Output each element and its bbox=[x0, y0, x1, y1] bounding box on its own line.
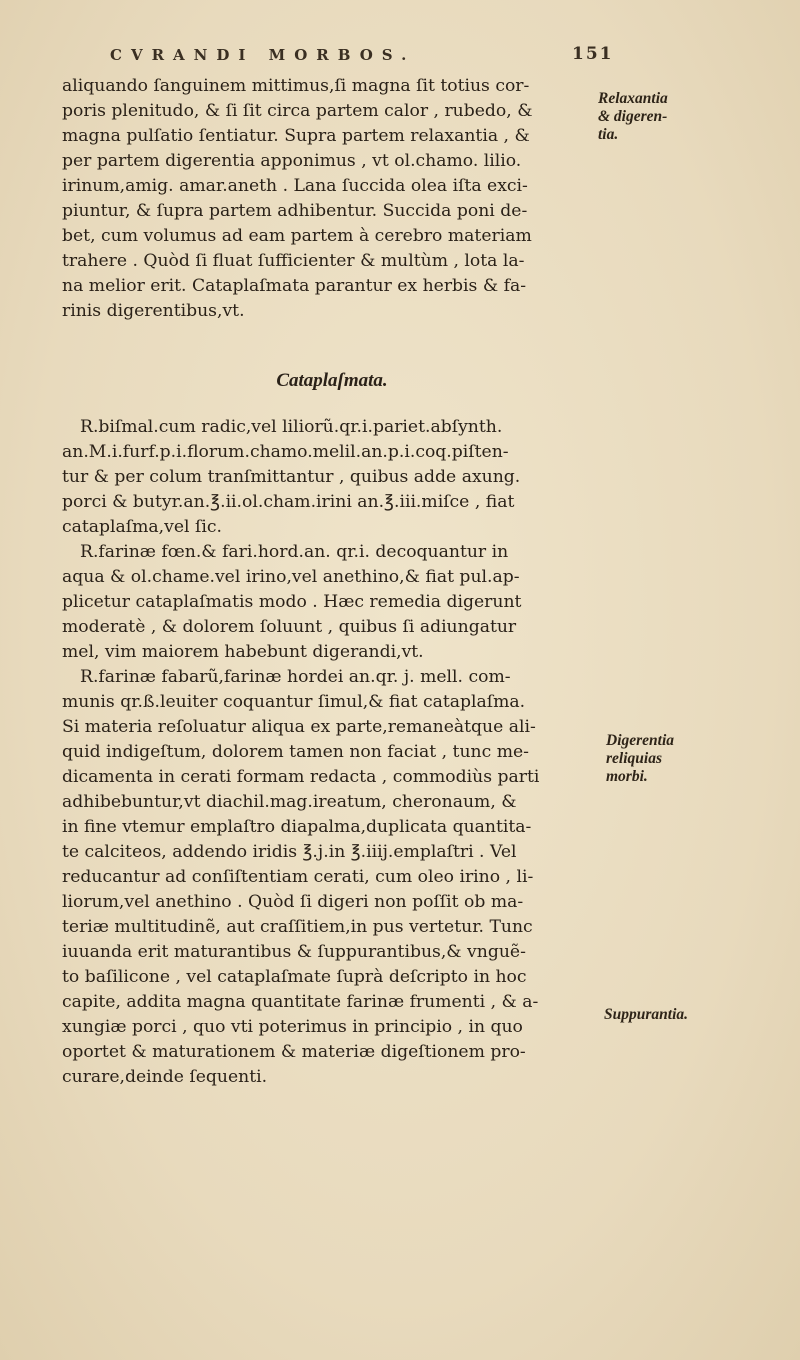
margin-note-line: reliquias bbox=[606, 750, 662, 767]
page-number: 151 bbox=[572, 44, 614, 64]
text-line: in fine vtemur emplaſtro diapalma,duplicata quantita- bbox=[62, 817, 532, 837]
margin-note-line: Suppurantia. bbox=[604, 1006, 689, 1023]
text-line: quid indigeſtum, dolorem tamen non faciat , tunc me- bbox=[62, 742, 529, 762]
margin-note-relaxantia bbox=[598, 90, 788, 144]
paragraph-2 bbox=[62, 415, 602, 540]
text-line: trahere . Quòd ſi fluat ſufficienter & multùm , lota la- bbox=[62, 251, 525, 271]
text-line: reducantur ad conſiſtentiam cerati, cum oleo irino , li- bbox=[62, 867, 534, 887]
text-line: teriæ multitudinẽ, aut craſſitiem,in pus vertetur. Tunc bbox=[62, 917, 533, 937]
text-line: magna pulſatio ſentiatur. Supra partem relaxantia , & bbox=[62, 126, 530, 146]
text-line: liorum,vel anethino . Quòd ſi digeri non poſſit ob ma- bbox=[62, 892, 524, 912]
margin-note-line: morbi. bbox=[606, 768, 648, 785]
text-line: cataplaſma,vel ſic. bbox=[62, 517, 222, 537]
margin-note-digerentia bbox=[606, 732, 796, 786]
margin-note-line: & digeren- bbox=[598, 108, 668, 125]
text-line: irinum,amig. amar.aneth . Lana ſuccida olea iſta exci- bbox=[62, 176, 528, 196]
text-line: piuntur, & ſupra partem adhibentur. Succida poni de- bbox=[62, 201, 528, 221]
margin-note-line: Digerentia bbox=[606, 732, 675, 749]
text-line: per partem digerentia apponimus , vt ol.chamo. lilio. bbox=[62, 151, 522, 171]
text-line: R.biſmal.cum radic,vel liliorũ.qr.i.pariet.abſynth. bbox=[80, 417, 503, 437]
text-line: R.farinæ fabarũ,farinæ hordei an.qr. j. mell. com- bbox=[80, 667, 511, 687]
text-line: xungiæ porci , quo vti poterimus in principio , in quo bbox=[62, 1017, 523, 1037]
text-line: mel, vim maiorem habebunt digerandi,vt. bbox=[62, 642, 424, 662]
running-head: CVRANDI MORBOS. bbox=[110, 46, 416, 64]
body-text bbox=[62, 74, 602, 1090]
text-line: Si materia reſoluatur aliqua ex parte,remaneàtque ali- bbox=[62, 717, 536, 737]
margin-note-line: tia. bbox=[598, 126, 619, 143]
text-line: porci & butyr.an.℥.ii.ol.cham.irini an.℥.iii.miſce , fiat bbox=[62, 492, 515, 512]
paragraph-4 bbox=[62, 665, 602, 1090]
text-line: iuuanda erit maturantibus & ſuppurantibus,& vnguẽ- bbox=[62, 942, 526, 962]
text-line: bet, cum volumus ad eam partem à cerebro materiam bbox=[62, 226, 532, 246]
text-line: aqua & ol.chame.vel irino,vel anethino,& fiat pul.ap- bbox=[62, 567, 520, 587]
text-line: dicamenta in cerati formam redacta , commodiùs parti bbox=[62, 767, 540, 787]
text-line: curare,deinde ſequenti. bbox=[62, 1067, 268, 1087]
text-line: an.M.i.furf.p.i.florum.chamo.melil.an.p.i.coq.piſten- bbox=[62, 442, 509, 462]
text-line: poris plenitudo, & ſi ſit circa partem calor , rubedo, & bbox=[62, 101, 533, 121]
text-line: R.farinæ fœn.& fari.hord.an. qr.i. decoquantur in bbox=[80, 542, 509, 562]
paragraph-1 bbox=[62, 74, 602, 324]
section-heading: Cataplaſmata. bbox=[276, 370, 388, 391]
paragraph-3 bbox=[62, 540, 602, 665]
text-line: to baſilicone , vel cataplaſmate ſuprà deſcripto in hoc bbox=[62, 967, 527, 987]
text-line: oportet & maturationem & materiæ digeſtionem pro- bbox=[62, 1042, 526, 1062]
text-line: tur & per colum tranſmittantur , quibus adde axung. bbox=[62, 467, 521, 487]
text-line: capite, addita magna quantitate farinæ frumenti , & a- bbox=[62, 992, 539, 1012]
text-line: munis qr.ß.leuiter coquantur ſimul,& fiat cataplaſma. bbox=[62, 692, 526, 712]
margin-note-line: Relaxantia bbox=[598, 90, 668, 107]
text-line: te calciteos, addendo iridis ℥.j.in ℥.iiij.emplaſtri . Vel bbox=[62, 842, 517, 862]
margin-note-suppurantia bbox=[604, 1006, 794, 1024]
text-line: na melior erit. Cataplaſmata parantur ex herbis & fa- bbox=[62, 276, 526, 296]
text-line: moderatè , & dolorem ſoluunt , quibus ſi adiungatur bbox=[62, 617, 517, 637]
text-line: aliquando ſanguinem mittimus,ſi magna ſit totius cor- bbox=[62, 76, 530, 96]
text-line: plicetur cataplaſmatis modo . Hæc remedia digerunt bbox=[62, 592, 522, 612]
text-line: adhibebuntur,vt diachil.mag.ireatum, cheronaum, & bbox=[62, 792, 517, 812]
text-line: rinis digerentibus,vt. bbox=[62, 301, 245, 321]
